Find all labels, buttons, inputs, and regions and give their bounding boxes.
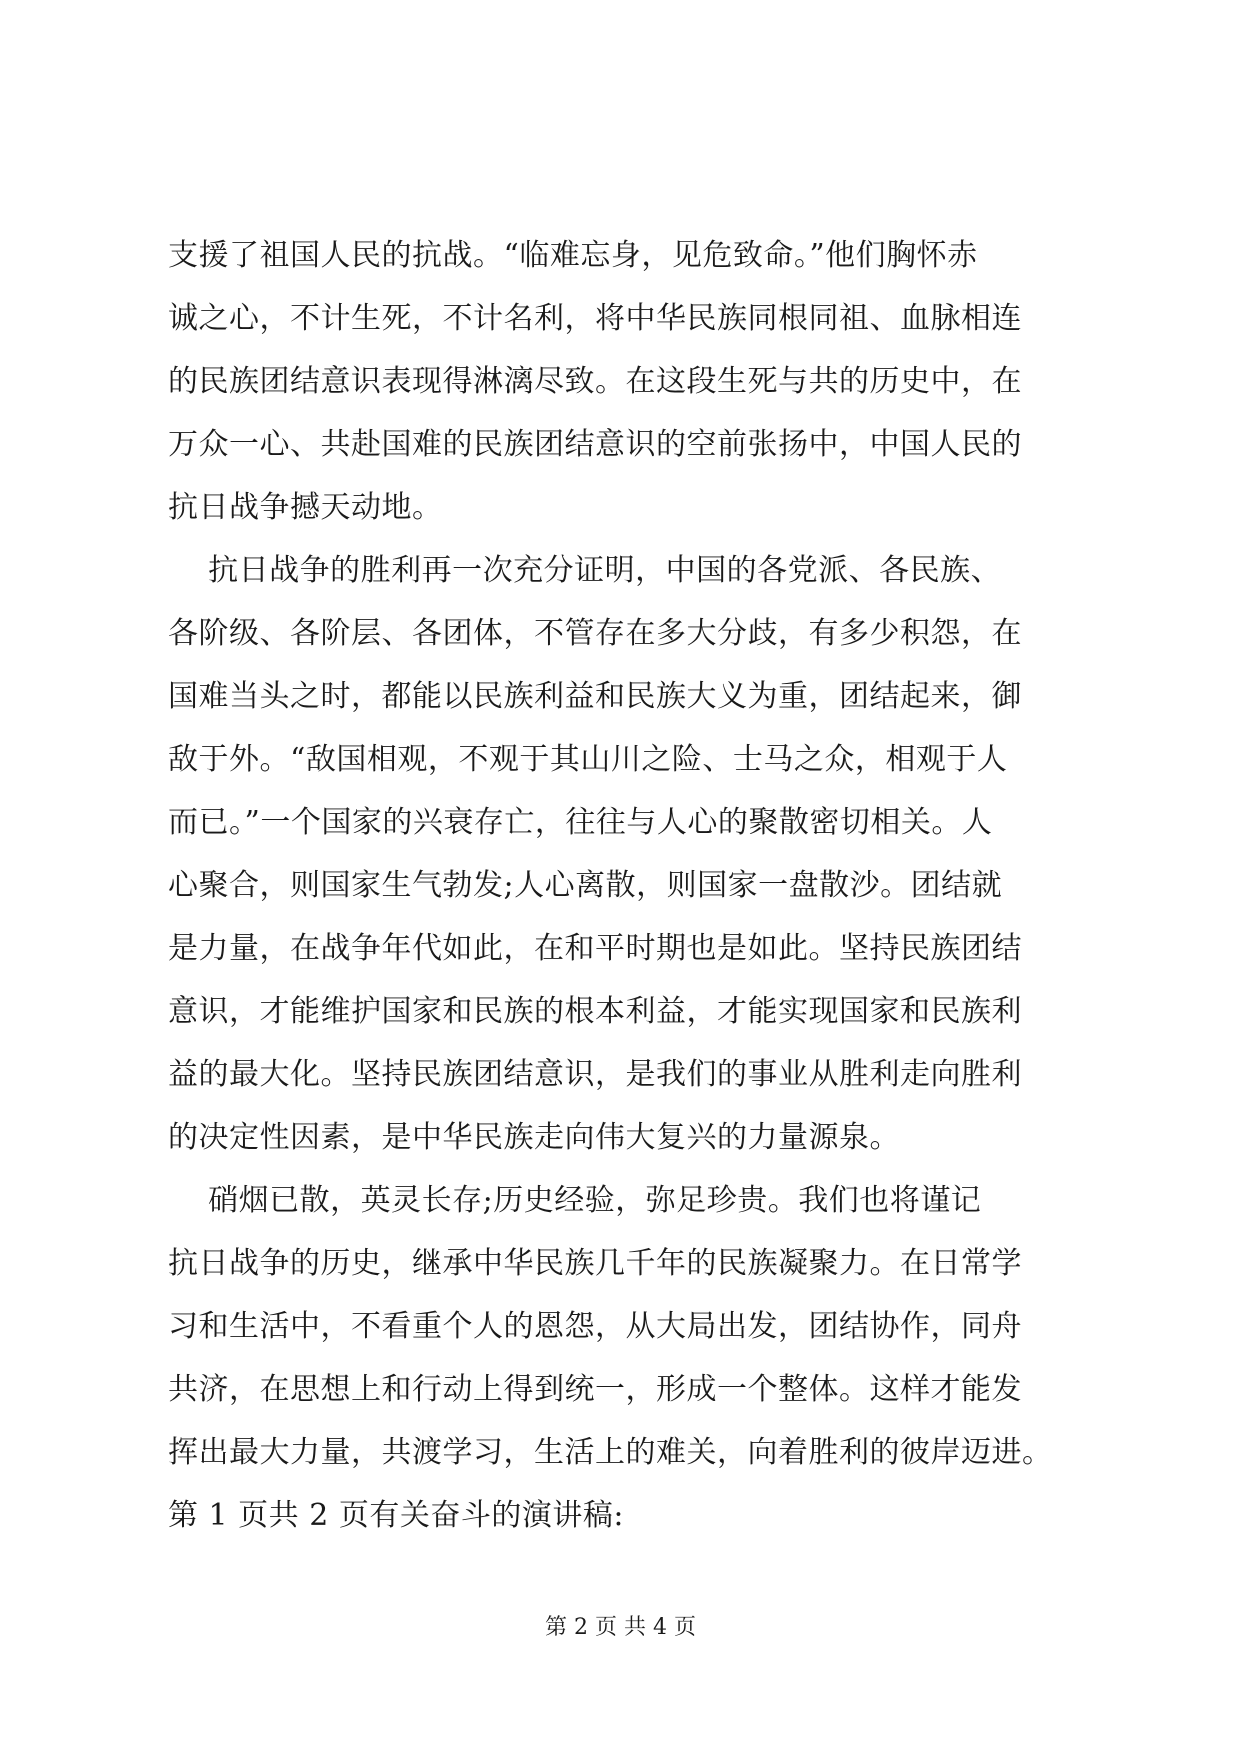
text-line: 心聚合，则国家生气勃发;人心离散，则国家一盘散沙。团结就 <box>168 868 1003 903</box>
text-line: 意识，才能维护国家和民族的根本利益，才能实现国家和民族利 <box>168 994 1022 1029</box>
text-line: 共济，在思想上和行动上得到统一，形成一个整体。这样才能发 <box>168 1372 1022 1407</box>
text-line: 各阶级、各阶层、各团体，不管存在多大分歧，有多少积怨，在 <box>168 616 1022 651</box>
text-line: 抗日战争的胜利再一次充分证明，中国的各党派、各民族、 <box>168 553 1002 588</box>
text-line: 抗日战争的历史，继承中华民族几千年的民族凝聚力。在日常学 <box>168 1246 1022 1281</box>
text-line: 敌于外。“敌国相观，不观于其山川之险、士马之众，相观于人 <box>168 742 1008 777</box>
text-line: 的决定性因素，是中华民族走向伟大复兴的力量源泉。 <box>168 1120 900 1155</box>
text-line: 国难当头之时，都能以民族利益和民族大义为重，团结起来，御 <box>168 679 1022 714</box>
text-line: 支援了祖国人民的抗战。“临难忘身，见危致命。”他们胸怀赤 <box>168 238 978 273</box>
text-line: 是力量，在战争年代如此，在和平时期也是如此。坚持民族团结 <box>168 931 1022 966</box>
page-number-label: 第 2 页 共 4 页 <box>545 1615 696 1640</box>
text-line: 抗日战争撼天动地。 <box>168 490 443 525</box>
text-line: 万众一心、共赴国难的民族团结意识的空前张扬中，中国人民的 <box>168 427 1022 462</box>
text-line: 而已。”一个国家的兴衰存亡，往往与人心的聚散密切相关。人 <box>168 805 993 840</box>
text-line: 诚之心，不计生死，不计名利，将中华民族同根同祖、血脉相连 <box>168 301 1022 336</box>
text-line: 硝烟已散，英灵长存;历史经验，弥足珍贵。我们也将谨记 <box>168 1183 982 1218</box>
text-line: 益的最大化。坚持民族团结意识，是我们的事业从胜利走向胜利 <box>168 1057 1022 1092</box>
body-text <box>168 224 1078 1547</box>
page-footer <box>0 1610 1241 1641</box>
text-line: 第 1 页共 2 页有关奋斗的演讲稿: <box>168 1498 624 1533</box>
text-line: 的民族团结意识表现得淋漓尽致。在这段生死与共的历史中，在 <box>168 364 1022 399</box>
text-line: 挥出最大力量，共渡学习，生活上的难关，向着胜利的彼岸迈进。 <box>168 1435 1053 1470</box>
text-line: 习和生活中，不看重个人的恩怨，从大局出发，团结协作，同舟 <box>168 1309 1022 1344</box>
